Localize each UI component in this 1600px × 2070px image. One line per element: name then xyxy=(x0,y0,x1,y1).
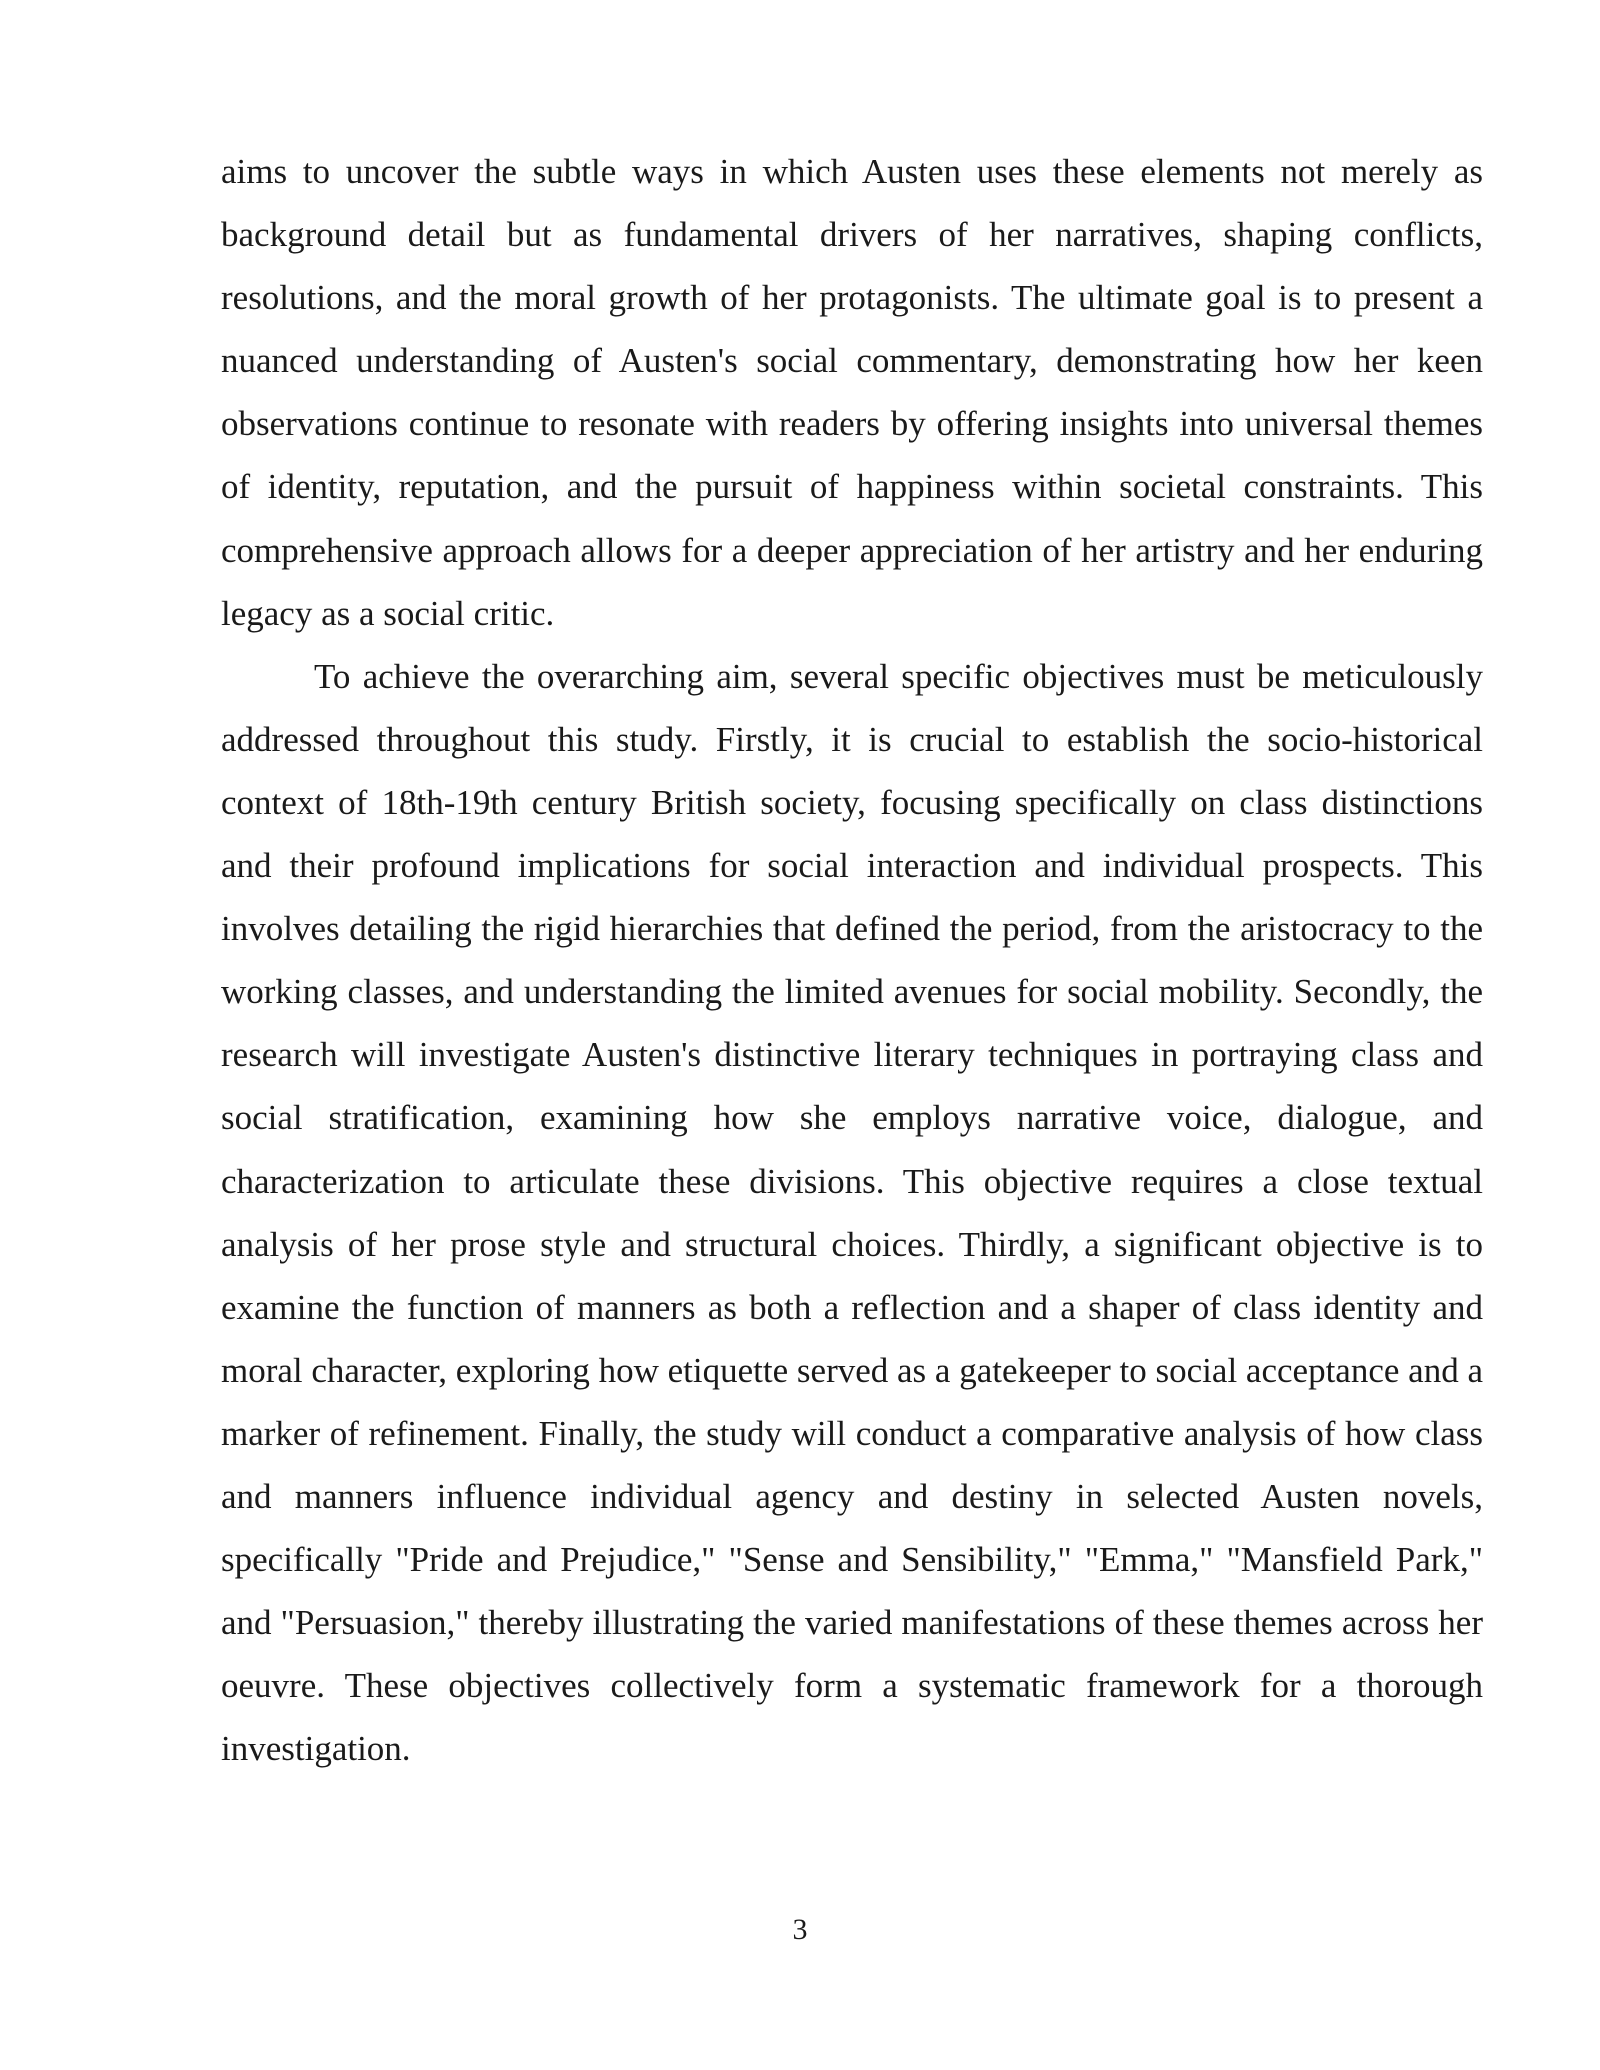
body-text xyxy=(221,140,1483,1780)
paragraph-aims-continuation: aims to uncover the subtle ways in which Austen uses these elements not merely as background detail but as fundamental drivers of her narratives, shaping conflicts, resolutions, and the moral growth of her protagonists. The ultimate goal is to present a nuanced understanding of Austen's social commentary, demonstrating how her keen observations continue to resonate with readers by offering insights into universal themes of identity, reputation, and the pursuit of happiness within societal constraints. This comprehensive approach allows for a deeper appreciation of her artistry and her enduring legacy as a social critic. xyxy=(221,152,1483,633)
paragraph-objectives: To achieve the overarching aim, several specific objectives must be meticulously addressed throughout this study. Firstly, it is crucial to establish the socio-historical context of 18th-19th century British society, focusing specifically on class distinctions and their profound implications for social interaction and individual prospects. This involves detailing the rigid hierarchies that defined the period, from the aristocracy to the working classes, and understanding the limited avenues for social mobility. Secondly, the research will investigate Austen's distinctive literary techniques in portraying class and social stratification, examining how she employs narrative voice, dialogue, and characterization to articulate these divisions. This objective requires a close textual analysis of her prose style and structural choices. Thirdly, a significant objective is to examine the function of manners as both a reflection and a shaper of class identity and moral character, exploring how etiquette served as a gatekeeper to social acceptance and a marker of refinement. Finally, the study will conduct a comparative analysis of how class and manners influence individual agency and destiny in selected Austen novels, specifically "Pride and Prejudice," "Sense and Sensibility," "Emma," "Mansfield Park," and "Persuasion," thereby illustrating the varied manifestations of these themes across her oeuvre. These objectives collectively form a systematic framework for a thorough investigation. xyxy=(221,656,1483,1769)
page-number: 3 xyxy=(792,1913,808,1946)
